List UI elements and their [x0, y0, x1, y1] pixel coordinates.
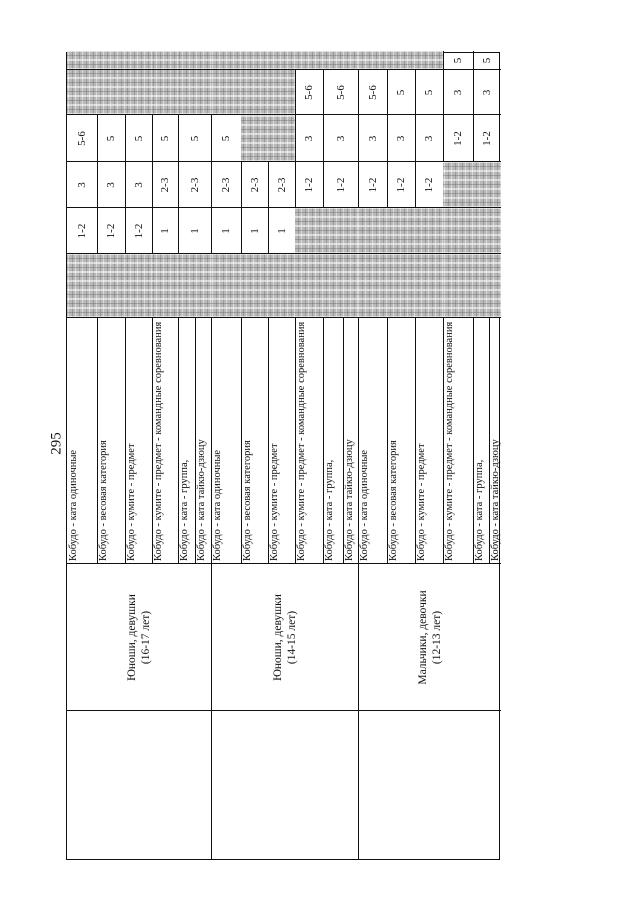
- discipline-cell: Кобудо - кумите - предмет - командные соревнования: [444, 321, 455, 561]
- result-cell: [323, 254, 358, 318]
- group-label: [211, 564, 358, 711]
- result-cell: [443, 254, 473, 318]
- result-cell: [473, 208, 501, 254]
- discipline-cell: Кобудо - кумите - предмет: [126, 443, 137, 561]
- result-cell: 3: [76, 182, 88, 188]
- result-cell: [358, 208, 387, 254]
- result-cell: [387, 51, 415, 70]
- result-cell: 5: [423, 89, 435, 96]
- result-cell: 1: [220, 228, 232, 234]
- column-divider: [67, 253, 501, 254]
- discipline-cell: Кобудо - весовая категория: [388, 440, 399, 561]
- result-cell: [178, 51, 211, 70]
- result-cell: [211, 51, 241, 70]
- result-cell: [67, 70, 97, 115]
- result-cell: 3: [452, 89, 464, 96]
- result-cell: 3: [481, 89, 493, 96]
- result-cell: 3: [366, 135, 379, 142]
- group-label-line: Юноши, девушки: [271, 594, 284, 681]
- discipline-cell: Кобудо - весовая категория: [98, 440, 109, 561]
- result-cell: 1-2: [105, 223, 117, 239]
- table-wrapper: [66, 52, 500, 860]
- result-cell: [387, 208, 415, 254]
- result-cell: 1-2: [395, 177, 407, 193]
- discipline-cell: Кобудо - ката - группа,: [474, 459, 485, 561]
- result-cell: 3: [303, 135, 315, 142]
- result-cell: [268, 51, 295, 70]
- result-cell: 1-2: [132, 223, 145, 239]
- discipline-cell: Кобудо - ката одиночные: [359, 449, 370, 561]
- column-divider: [67, 161, 501, 162]
- result-cell: 1: [188, 228, 201, 234]
- result-cell: [473, 162, 501, 208]
- result-cell: [125, 51, 152, 70]
- result-cell: 3: [334, 135, 347, 142]
- result-cell: 1-2: [76, 223, 88, 239]
- result-cell: [241, 115, 268, 162]
- result-cell: [268, 70, 295, 115]
- result-cell: 5: [159, 135, 171, 142]
- result-cell: [415, 254, 443, 318]
- row-divider: [343, 318, 344, 564]
- results-table: [66, 52, 500, 860]
- discipline-cell: Кобудо - ката тайкю-дзюцу: [490, 439, 501, 561]
- result-cell: [125, 254, 152, 318]
- result-cell: [211, 70, 241, 115]
- result-cell: 1-2: [334, 177, 347, 193]
- result-cell: [97, 51, 125, 70]
- result-cell: 3: [132, 182, 145, 188]
- result-cell: [358, 51, 387, 70]
- result-cell: 5: [452, 57, 464, 64]
- result-cell: [268, 254, 295, 318]
- discipline-cell: Кобудо - кумите - предмет - командные соревнования: [296, 321, 307, 561]
- row-divider: [195, 318, 196, 564]
- column-divider: [67, 317, 501, 318]
- result-cell: [241, 70, 268, 115]
- result-cell: [178, 254, 211, 318]
- discipline-cell: Кобудо - кумите - предмет - командные соревнования: [153, 321, 164, 561]
- result-cell: [415, 208, 443, 254]
- result-cell: [387, 254, 415, 318]
- result-cell: 1: [248, 228, 261, 234]
- result-cell: 1-2: [481, 131, 493, 146]
- result-cell: 5-6: [366, 85, 379, 100]
- discipline-cell: Кобудо - ката одиночные: [212, 449, 223, 561]
- result-cell: 3: [105, 182, 117, 188]
- result-cell: 5-6: [76, 131, 88, 146]
- result-cell: 5-6: [334, 85, 347, 100]
- result-cell: [125, 70, 152, 115]
- result-cell: 5: [188, 135, 201, 142]
- result-cell: [268, 115, 295, 162]
- result-cell: [295, 51, 323, 70]
- discipline-cell: Кобудо - ката - группа,: [324, 459, 335, 561]
- result-cell: [67, 254, 97, 318]
- result-cell: 5: [105, 135, 117, 142]
- result-cell: [443, 162, 473, 208]
- discipline-cell: Кобудо - весовая категория: [242, 440, 253, 561]
- discipline-cell: Кобудо - ката тайкю-дзюцу: [344, 439, 355, 561]
- result-cell: 1-2: [366, 177, 379, 193]
- result-cell: 1: [159, 228, 171, 234]
- result-cell: 5-6: [303, 85, 315, 100]
- result-cell: 2-3: [275, 177, 288, 193]
- discipline-cell: Кобудо - кумите - предмет: [416, 443, 427, 561]
- result-cell: [152, 51, 178, 70]
- column-divider: [67, 114, 501, 115]
- group-label: [67, 564, 211, 711]
- discipline-cell: Кобудо - кумите - предмет: [269, 443, 280, 561]
- result-cell: [211, 254, 241, 318]
- group-label-age: (12-13 лет): [430, 610, 443, 665]
- result-cell: 5: [395, 89, 407, 96]
- discipline-cell: Кобудо - ката - группа,: [179, 459, 190, 561]
- column-divider: [67, 207, 501, 208]
- result-cell: 1-2: [452, 131, 464, 146]
- result-cell: [358, 254, 387, 318]
- result-cell: [443, 208, 473, 254]
- page-number: 295: [48, 432, 65, 455]
- result-cell: [152, 70, 178, 115]
- group-label-line: Мальчики, девочки: [416, 590, 429, 685]
- result-cell: 3: [423, 135, 435, 142]
- discipline-cell: Кобудо - ката одиночные: [68, 449, 79, 561]
- result-cell: 1-2: [423, 177, 435, 193]
- result-cell: 2-3: [248, 177, 261, 193]
- result-cell: [415, 51, 443, 70]
- discipline-cell: Кобудо - ката тайкю-дзюцу: [196, 439, 207, 561]
- result-cell: [323, 208, 358, 254]
- result-cell: 3: [395, 135, 407, 142]
- result-cell: [241, 51, 268, 70]
- result-cell: 5: [132, 135, 145, 142]
- result-cell: [97, 70, 125, 115]
- result-cell: 2-3: [220, 177, 232, 193]
- column-divider: [67, 69, 501, 70]
- result-cell: 1-2: [303, 177, 315, 193]
- group-label-line: Юноши, девушки: [126, 594, 138, 681]
- group-label-age: (14-15 лет): [285, 610, 298, 665]
- row-divider: [489, 318, 490, 564]
- result-cell: 5: [220, 135, 232, 142]
- result-cell: [178, 70, 211, 115]
- group-label-age: (16-17 лет): [140, 610, 152, 665]
- result-cell: 1: [275, 228, 288, 234]
- result-cell: [295, 208, 323, 254]
- result-cell: [241, 254, 268, 318]
- result-cell: 2-3: [159, 177, 171, 193]
- result-cell: [295, 254, 323, 318]
- result-cell: [473, 254, 501, 318]
- result-cell: [152, 254, 178, 318]
- result-cell: 5: [481, 57, 493, 64]
- group-label: [358, 564, 501, 711]
- result-cell: 2-3: [188, 177, 201, 193]
- result-cell: [67, 51, 97, 70]
- result-cell: [323, 51, 358, 70]
- result-cell: [97, 254, 125, 318]
